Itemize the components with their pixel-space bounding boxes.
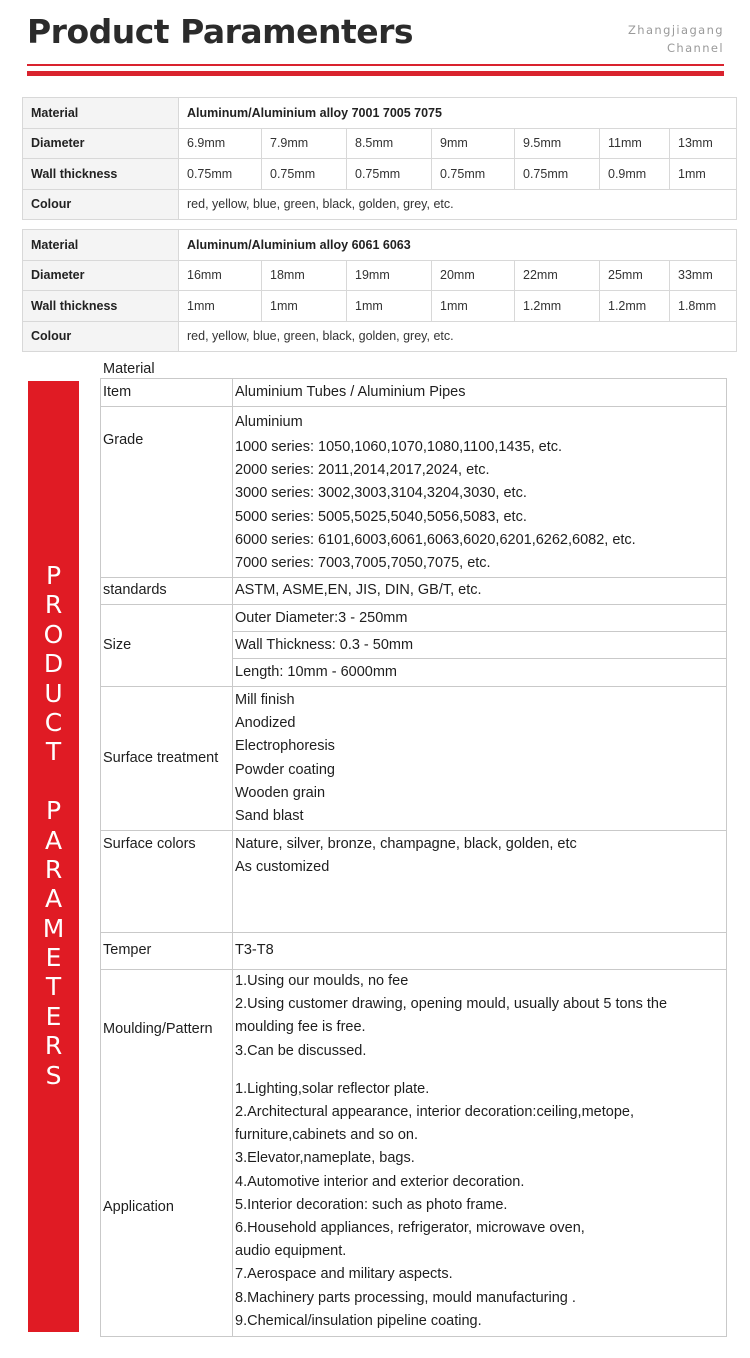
surface-treatment-line: Wooden grain — [235, 784, 326, 801]
surface-treatment-line: Sand blast — [235, 807, 304, 824]
row-label-temper: Temper — [101, 933, 233, 970]
page-title: Product Paramenters — [27, 12, 414, 51]
row-label-item: Item — [101, 379, 233, 407]
banner-letter: E — [45, 943, 62, 973]
row-label-surface-treatment: Surface treatment — [101, 687, 233, 831]
application-line: 5.Interior decoration: such as photo frame. — [235, 1196, 508, 1213]
wall-thickness-cell: 1mm — [432, 291, 515, 322]
table-row — [23, 98, 737, 129]
row-value-size — [233, 605, 727, 687]
banner-letter: R — [44, 590, 63, 620]
colour-value: red, yellow, blue, green, black, golden, grey, etc. — [179, 189, 737, 220]
row-value-item: Aluminium Tubes / Aluminium Pipes — [233, 379, 727, 407]
table-row — [23, 230, 737, 261]
application-line: 7.Aerospace and military aspects. — [235, 1266, 453, 1283]
wall-thickness-cell: 1mm — [347, 291, 432, 322]
diameter-cell: 13mm — [670, 128, 737, 159]
banner-letter: M — [42, 913, 65, 943]
grade-line: 2000 series: 2011,2014,2017,2024, etc. — [235, 462, 490, 479]
moulding-line: 3.Can be discussed. — [235, 1042, 367, 1059]
application-line: 9.Chemical/insulation pipeline coating. — [235, 1312, 482, 1329]
table-row — [23, 260, 737, 291]
banner-letter: E — [45, 1001, 62, 1031]
diameter-cell: 9.5mm — [515, 128, 600, 159]
moulding-line: 2.Using customer drawing, opening mould, usually about 5 tons the — [235, 996, 668, 1013]
banner-letter: S — [45, 1060, 62, 1090]
row-value-moulding-application — [233, 970, 727, 1337]
diameter-cell: 7.9mm — [262, 128, 347, 159]
diameter-cell: 25mm — [600, 260, 670, 291]
banner-letter: R — [44, 1031, 63, 1061]
banner-letter: T — [45, 737, 62, 767]
wall-thickness-cell: 0.75mm — [515, 159, 600, 190]
diameter-cell: 9mm — [432, 128, 515, 159]
banner-letter: R — [44, 854, 63, 884]
table-row — [101, 605, 727, 687]
diameter-label: Diameter — [23, 260, 179, 291]
surface-treatment-line: Anodized — [235, 715, 296, 732]
product-parameters-banner — [28, 381, 79, 1332]
moulding-line: moulding fee is free. — [235, 1019, 366, 1036]
size-line: Length: 10mm - 6000mm — [235, 664, 397, 680]
moulding-line: 1.Using our moulds, no fee — [235, 973, 409, 989]
row-value-material: Aluminium — [235, 413, 303, 430]
table-row — [23, 189, 737, 220]
spec-table-6000-series — [22, 229, 737, 352]
row-label-size: Size — [101, 605, 233, 687]
wall-thickness-cell: 1.2mm — [515, 291, 600, 322]
banner-letter: A — [44, 884, 63, 914]
surface-treatment-line: Mill finish — [235, 691, 295, 708]
wall-thickness-cell: 0.9mm — [600, 159, 670, 190]
application-line: 4.Automotive interior and exterior decoration. — [235, 1173, 525, 1190]
row-value-grade — [233, 407, 727, 578]
banner-letter: P — [45, 796, 62, 826]
wall-thickness-label: Wall thickness — [23, 291, 179, 322]
diameter-cell: 20mm — [432, 260, 515, 291]
banner-letter: D — [43, 649, 64, 679]
page-header — [0, 0, 750, 80]
application-line: 2.Architectural appearance, interior decoration:ceiling,metope, — [235, 1104, 634, 1121]
banner-word-gap — [28, 769, 79, 798]
application-line: 3.Elevator,nameplate, bags. — [235, 1150, 415, 1167]
diameter-cell: 16mm — [179, 260, 262, 291]
material-label: Material — [23, 230, 179, 261]
grade-line: 7000 series: 7003,7005,7050,7075, etc. — [235, 554, 491, 571]
row-label-material: Material — [103, 361, 155, 377]
brand-line-1: Zhangjiagang — [628, 23, 724, 37]
table-row — [23, 128, 737, 159]
row-value-surface-treatment — [233, 687, 727, 831]
colour-value: red, yellow, blue, green, black, golden, grey, etc. — [179, 321, 737, 352]
wall-thickness-cell: 1.2mm — [600, 291, 670, 322]
grade-line: 6000 series: 6101,6003,6061,6063,6020,6201,6262,6082, etc. — [235, 531, 636, 548]
brand-line-2: Channel — [666, 41, 724, 55]
table-row — [101, 933, 727, 970]
row-label-application: Application — [103, 1199, 174, 1216]
table-row — [23, 159, 737, 190]
surface-treatment-line: Powder coating — [235, 761, 335, 778]
material-label: Material — [23, 98, 179, 129]
surface-treatment-line: Electrophoresis — [235, 738, 335, 755]
diameter-cell: 18mm — [262, 260, 347, 291]
application-line: furniture,cabinets and so on. — [235, 1127, 418, 1144]
size-line: Outer Diameter:3 - 250mm — [233, 605, 726, 632]
diameter-cell: 33mm — [670, 260, 737, 291]
row-label-moulding: Moulding/Pattern — [103, 1021, 213, 1037]
size-line: Wall Thickness: 0.3 - 50mm — [233, 632, 726, 659]
row-value-temper: T3-T8 — [233, 933, 727, 970]
surface-colors-line: Nature, silver, bronze, champagne, black, golden, etc — [235, 836, 577, 852]
application-line: 6.Household appliances, refrigerator, microwave oven, — [235, 1220, 585, 1237]
header-divider-thin — [27, 64, 724, 66]
wall-thickness-cell: 0.75mm — [432, 159, 515, 190]
banner-letter: U — [44, 678, 63, 708]
wall-thickness-cell: 0.75mm — [179, 159, 262, 190]
wall-thickness-label: Wall thickness — [23, 159, 179, 190]
table-row — [101, 970, 727, 1337]
grade-line: 3000 series: 3002,3003,3104,3204,3030, etc. — [235, 485, 527, 502]
banner-letter: A — [44, 825, 63, 855]
table-row — [23, 321, 737, 352]
material-value: Aluminum/Aluminium alloy 7001 7005 7075 — [179, 98, 737, 129]
table-row — [101, 687, 727, 831]
wall-thickness-cell: 1mm — [670, 159, 737, 190]
row-label-moulding-application — [101, 970, 233, 1337]
parameters-table — [100, 361, 727, 1337]
material-value: Aluminum/Aluminium alloy 6061 6063 — [179, 230, 737, 261]
row-label-surface-colors: Surface colors — [101, 831, 233, 933]
table-row — [101, 831, 727, 933]
header-divider-thick — [27, 71, 724, 76]
row-label-grade-text: Grade — [103, 432, 144, 449]
wall-thickness-cell: 1.8mm — [670, 291, 737, 322]
row-label-standards: standards — [101, 578, 233, 605]
diameter-cell: 8.5mm — [347, 128, 432, 159]
application-line: 8.Machinery parts processing, mould manufacturing . — [235, 1289, 576, 1306]
application-line: 1.Lighting,solar reflector plate. — [235, 1080, 430, 1097]
row-value-surface-colors — [233, 831, 727, 933]
wall-thickness-cell: 1mm — [262, 291, 347, 322]
colour-label: Colour — [23, 189, 179, 220]
grade-line: 5000 series: 5005,5025,5040,5056,5083, etc. — [235, 508, 527, 525]
banner-vertical-text — [28, 563, 79, 1092]
table-row — [101, 407, 727, 578]
diameter-label: Diameter — [23, 128, 179, 159]
spec-table-7000-series — [22, 97, 737, 220]
wall-thickness-cell: 1mm — [179, 291, 262, 322]
table-row — [101, 578, 727, 605]
table-row — [23, 291, 737, 322]
diameter-cell: 6.9mm — [179, 128, 262, 159]
colour-label: Colour — [23, 321, 179, 352]
row-value-standards: ASTM, ASME,EN, JIS, DIN, GB/T, etc. — [233, 578, 727, 605]
diameter-cell: 19mm — [347, 260, 432, 291]
banner-letter: C — [44, 707, 63, 737]
wall-thickness-cell: 0.75mm — [262, 159, 347, 190]
brand-logo — [628, 21, 724, 57]
grade-line: 1000 series: 1050,1060,1070,1080,1100,1435, etc. — [235, 438, 563, 455]
banner-letter: P — [45, 561, 62, 590]
application-line: audio equipment. — [235, 1243, 347, 1260]
banner-letter: T — [45, 972, 62, 1002]
diameter-cell: 22mm — [515, 260, 600, 291]
table-row — [101, 379, 727, 407]
wall-thickness-cell: 0.75mm — [347, 159, 432, 190]
surface-colors-line: As customized — [235, 859, 330, 876]
banner-letter: O — [43, 619, 64, 649]
diameter-cell: 11mm — [600, 128, 670, 159]
